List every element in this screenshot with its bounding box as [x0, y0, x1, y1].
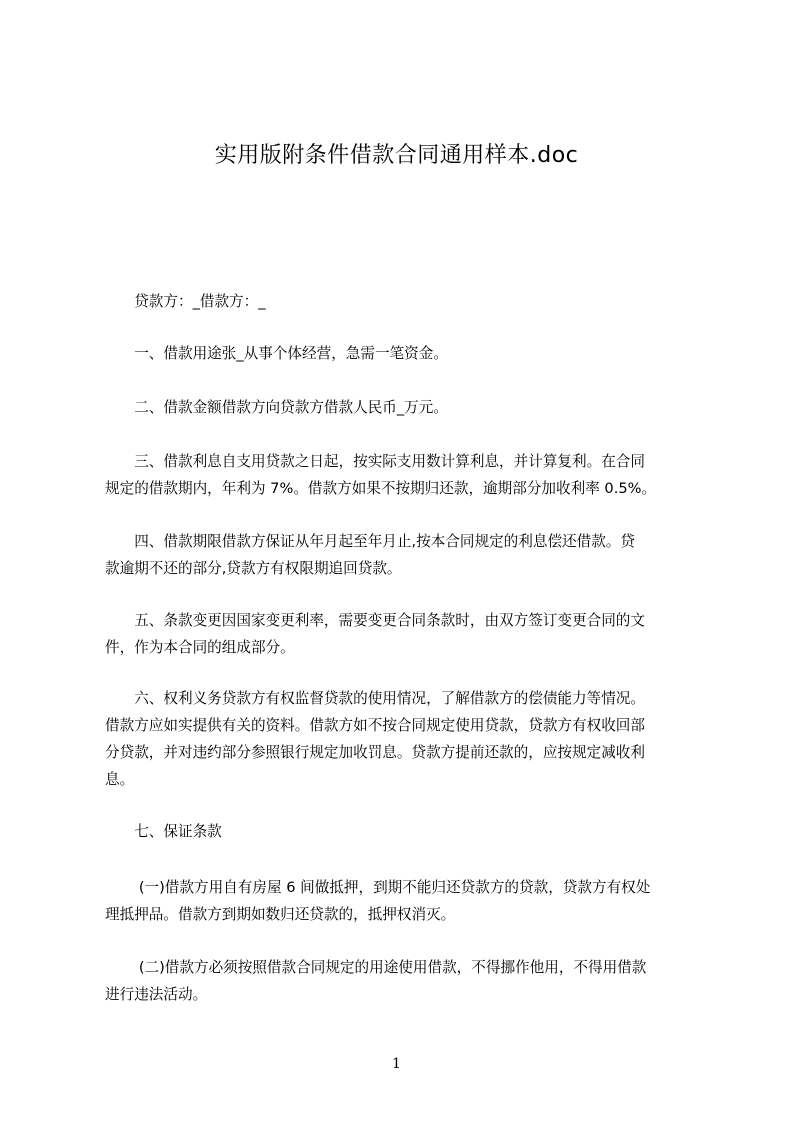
paragraph-line: 款逾期不还的部分,贷款方有权限期追回贷款。 [105, 560, 402, 577]
paragraph-guarantee-one [105, 874, 700, 928]
paragraph-parties [105, 288, 700, 315]
paragraph-line: 贷款方：_借款方：_ [105, 293, 266, 310]
paragraph-line: 分贷款，并对违约部分参照银行规定加收罚息。贷款方提前还款的，应按规定减收利 [105, 744, 645, 761]
paragraph-line: 一、借款用途张_从事个体经营，急需一笔资金。 [105, 345, 448, 362]
paragraph-line: 六、权利义务贷款方有权监督贷款的使用情况，了解借款方的偿债能力等情况。 [105, 690, 645, 707]
paragraph-line: (二)借款方必须按照借款合同规定的用途使用借款，不得挪作他用，不得用借款 [105, 959, 647, 976]
paragraph-clause-change [105, 607, 700, 661]
paragraph-rights-obligations [105, 685, 700, 793]
paragraph-line: 件，作为本合同的组成部分。 [105, 639, 295, 656]
page-number: 1 [392, 1056, 401, 1072]
paragraph-line: 三、借款利息自支用贷款之日起，按实际支用数计算利息，并计算复利。在合同 [105, 453, 645, 470]
paragraph-loan-interest [105, 448, 700, 502]
paragraph-line: 四、借款期限借款方保证从年月起至年月止,按本合同规定的利息偿还借款。贷 [105, 533, 636, 550]
paragraph-line: 七、保证条款 [105, 823, 222, 840]
paragraph-loan-amount [105, 394, 700, 421]
paragraph-guarantee-heading [105, 818, 700, 845]
paragraph-line: 规定的借款期内，年利为 7%。借款方如果不按期归还款，逾期部分加收利率 0.5%。 [105, 480, 657, 497]
paragraph-line: 息。 [105, 771, 135, 788]
document-title: 实用版附条件借款合同通用样本.doc [214, 143, 579, 168]
paragraph-line: (一)借款方用自有房屋 6 间做抵押，到期不能归还贷款方的贷款，贷款方有权处 [105, 879, 651, 896]
paragraph-line: 二、借款金额借款方向贷款方借款人民币_万元。 [105, 399, 448, 416]
paragraph-loan-term [105, 528, 700, 582]
paragraph-line: 理抵押品。借款方到期如数归还贷款的，抵押权消灭。 [105, 906, 456, 923]
paragraph-line: 借款方应如实提供有关的资料。借款方如不按合同规定使用贷款，贷款方有权收回部 [105, 717, 645, 734]
paragraph-guarantee-two [105, 954, 700, 1008]
paragraph-line: 进行违法活动。 [105, 986, 208, 1003]
paragraph-line: 五、条款变更因国家变更利率，需要变更合同条款时，由双方签订变更合同的文 [105, 612, 645, 629]
paragraph-loan-purpose [105, 340, 700, 367]
